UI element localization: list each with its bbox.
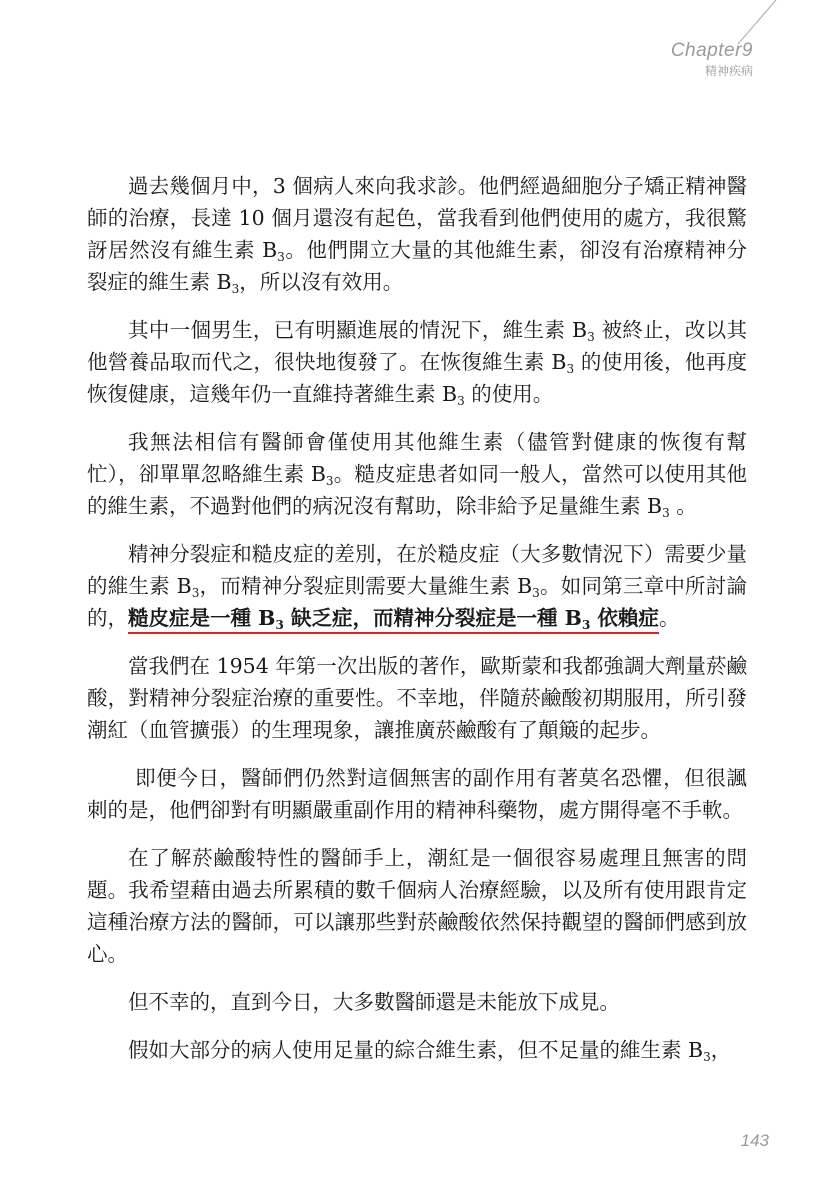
text-run: 糙皮症是一種 B <box>128 606 276 630</box>
subscript: 3 <box>191 586 200 600</box>
text-run: 的使用後，他再度恢復健康，這幾年仍一直維持著維生素 B <box>87 350 747 406</box>
text-run: ，而精神分裂症則需要大量維生素 B <box>199 574 533 598</box>
subscript: 3 <box>581 618 591 632</box>
page-number: 143 <box>740 1131 769 1150</box>
text-run: 。 <box>669 494 697 518</box>
highlighted-key-sentence <box>128 606 659 634</box>
paragraph-2 <box>87 314 747 410</box>
subscript: 3 <box>703 1050 711 1064</box>
paragraph-6 <box>87 762 747 826</box>
subscript: 3 <box>532 586 540 600</box>
subscript: 3 <box>566 362 575 376</box>
text-run: 在了解菸鹼酸特性的醫師手上，潮紅是一個很容易處理且無害的問題。我希望藉由過去所累積的數千個病人治療經驗，以及所有使用跟肯定這種治療方法的醫師，可以讓那些對菸鹼酸依然保持觀望的醫師們感到放心。 <box>87 846 747 966</box>
paragraph-8 <box>87 986 747 1018</box>
text-run: ，所以沒有效用。 <box>239 270 404 294</box>
text-run: 。他們開立大量的其他維生素，卻沒有治療精神分裂症的維生素 B <box>87 238 747 294</box>
text-run: 被終止，改以其他營養品取而代之，很快地復發了。在恢復維生素 B <box>87 318 747 374</box>
chapter-subtitle: 精神疾病 <box>704 64 753 78</box>
paragraph-5 <box>87 650 747 746</box>
page-body <box>87 170 747 1082</box>
paragraph-1 <box>87 170 747 298</box>
text-run: 當我們在 1954 年第一次出版的著作，歐斯蒙和我都強調大劑量菸鹼酸，對精神分裂症治療的重要性。不幸地，伴隨菸鹼酸初期服用，所引發潮紅（血管擴張）的生理現象，讓推廣菸鹼酸有了顛簸的起步。 <box>87 654 747 742</box>
subscript: 3 <box>587 330 595 344</box>
text-run: 的使用。 <box>464 382 554 406</box>
subscript: 3 <box>275 618 284 632</box>
subscript: 3 <box>662 506 670 520</box>
text-run: ， <box>710 1038 732 1062</box>
text-run: 精神分裂症和糙皮症的差別，在於糙皮症（大多數情況下）需要少量的維生素 B <box>87 542 747 598</box>
text-run: 但不幸的，直到今日，大多數醫師還是未能放下成見。 <box>128 990 620 1014</box>
text-run: 我無法相信有醫師會僅使用其他維生素（儘管對健康的恢復有幫忙），卻單單忽略維生素 B <box>87 430 747 486</box>
paragraph-9 <box>87 1034 747 1066</box>
text-run: 即便今日，醫師們仍然對這個無害的副作用有著莫名恐懼，但很諷刺的是，他們卻對有明顯嚴重副作用的精神科藥物，處方開得毫不手軟。 <box>87 766 747 822</box>
chapter-header <box>671 40 753 79</box>
chapter-title: Chapter9 <box>670 40 753 61</box>
text-run: 。糙皮症患者如同一般人，當然可以使用其他的維生素，不過對他們的病況沒有幫助，除非給予足量維生素 B <box>87 462 747 518</box>
paragraph-4 <box>87 538 747 634</box>
subscript: 3 <box>277 250 285 264</box>
paragraph-7 <box>87 842 747 970</box>
text-run: 。 <box>658 606 680 630</box>
subscript: 3 <box>325 474 334 488</box>
text-run: 過去幾個月中，3 個病人來向我求診。他們經過細胞分子矯正精神醫師的治療，長達 10 個月還沒有起色，當我看到他們使用的處方，我很驚訝居然沒有維生素 B <box>87 174 747 262</box>
text-run: 。如同第三章中所討論的， <box>87 574 747 630</box>
text-run: 假如大部分的病人使用足量的綜合維生素，但不足量的維生素 B <box>128 1038 704 1062</box>
text-run: 依賴症 <box>590 606 659 630</box>
paragraph-3 <box>87 426 747 522</box>
text-run: 缺乏症，而精神分裂症是一種 B <box>283 606 582 630</box>
subscript: 3 <box>457 394 465 408</box>
subscript: 3 <box>231 282 240 296</box>
text-run: 其中一個男生，已有明顯進展的情況下，維生素 B <box>128 318 588 342</box>
